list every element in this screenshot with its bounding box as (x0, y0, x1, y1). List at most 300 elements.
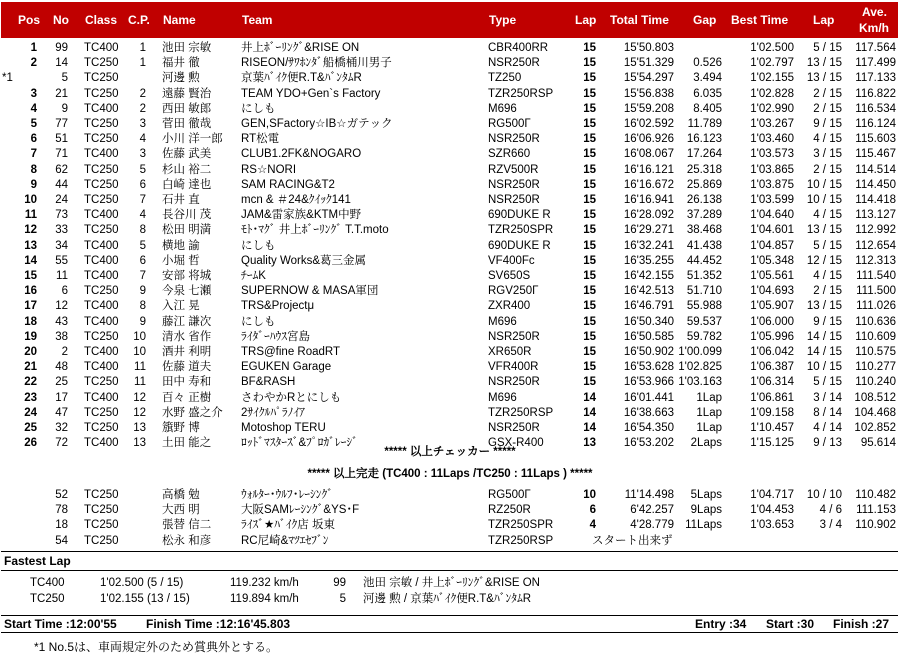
cell-type: M696 (488, 102, 517, 115)
cell-gap: 8.405 (693, 102, 722, 115)
cell-total: 16'50.585 (623, 330, 674, 343)
cell-team: にしも (241, 239, 276, 252)
cell-type: TZR250RSP (488, 87, 554, 100)
cell-no: 52 (55, 489, 68, 501)
cell-team: ﾗｲﾀﾞｰﾊｳｽ宮島 (241, 330, 310, 343)
cell-best: 1'04.857 (750, 239, 794, 252)
fastest-time: 1'02.500 (5 / 15) (100, 577, 184, 589)
cell-no: 12 (55, 300, 68, 313)
cell-best: 1'06.000 (750, 315, 794, 328)
cell-ave: 115.467 (855, 148, 896, 161)
fastest-speed: 119.894 km/h (230, 593, 299, 605)
cell-no: 6 (61, 285, 68, 298)
cell-name: 張替 信二 (162, 519, 212, 532)
cell-name: 酒井 利明 (162, 346, 212, 358)
cell-blap: 13 / 15 (806, 72, 842, 85)
cell-ave: 111.540 (856, 270, 896, 282)
cell-ave: 116.124 (855, 118, 896, 130)
cell-name: 今泉 七瀬 (162, 285, 212, 298)
cell-total: 16'53.966 (623, 376, 674, 389)
cell-team: 井上ﾎﾞｰﾘﾝｸﾞ&RISE ON (241, 42, 360, 54)
col-name: Name (163, 13, 196, 27)
fastest-no: 5 (339, 593, 346, 605)
result-row (0, 330, 900, 345)
cell-team: RC尼崎&ﾏﾂｴｾﾌﾞﾝ (241, 534, 329, 547)
cell-no: 44 (55, 178, 68, 191)
cell-blap: 2 / 15 (813, 102, 842, 115)
cell-gap: 25.869 (686, 178, 722, 191)
result-row (0, 132, 900, 147)
cell-total: 16'50.340 (623, 315, 674, 328)
cell-gap: 5Laps (690, 489, 722, 501)
cell-gap: 11.789 (687, 118, 722, 130)
cell-cp: 9 (139, 285, 146, 298)
cell-ave: 110.277 (855, 361, 896, 374)
cell-pos: 9 (30, 178, 37, 191)
cell-gap: 6.035 (693, 87, 722, 100)
fastest-who: 河邊 勲 / 京葉ﾊﾞｲｸ便R.T&ﾊﾞﾝﾀﾑR (363, 593, 532, 605)
fastest-lap-row (0, 592, 900, 607)
cell-ave: 110.902 (855, 519, 896, 532)
cell-type: 690DUKE R (488, 209, 551, 222)
cell-total: 16'01.441 (623, 391, 674, 404)
cell-name: 高橋 勉 (162, 489, 200, 501)
col-kmh: Km/h (859, 21, 889, 35)
cell-lap: 15 (583, 209, 596, 222)
cell-team: BF&RASH (241, 376, 296, 389)
checker-label: ***** 以上チェッカー ***** (384, 446, 516, 458)
col-ave: Ave. (862, 5, 887, 19)
cell-name: 白崎 達也 (162, 178, 212, 191)
cell-best: 1'05.348 (750, 254, 794, 267)
cell-blap: 5 / 15 (813, 239, 842, 252)
cell-pos: 25 (24, 422, 37, 434)
result-row (0, 193, 900, 208)
cell-ave: 112.992 (855, 224, 896, 237)
cell-team: EGUKEN Garage (241, 361, 332, 374)
cell-gap: 1'02.825 (678, 361, 722, 374)
cell-total: 16'38.663 (623, 406, 674, 419)
col-total-time: Total Time (610, 13, 669, 27)
cell-total: 16'54.350 (623, 422, 674, 434)
cell-cls: TC400 (84, 148, 119, 161)
cell-cls: TC400 (84, 270, 119, 282)
cell-best: 1'02.990 (750, 102, 794, 115)
cell-gap: 44.452 (686, 254, 722, 267)
cell-lap: 15 (583, 148, 596, 161)
cell-team: ﾛｯﾄﾞﾏｽﾀｰｽﾞ&ﾌﾟﾛｶﾞﾚｰｼﾞ (241, 437, 358, 450)
divider (1, 570, 898, 571)
cell-blap: 9 / 15 (813, 118, 842, 130)
cell-cp: 12 (133, 391, 146, 404)
cell-no: 2 (61, 346, 68, 358)
cell-cls: TC250 (84, 224, 119, 237)
cell-cls: TC250 (84, 178, 119, 191)
cell-gap: 3.494 (693, 72, 722, 85)
cell-type: CBR400RR (488, 42, 549, 54)
cell-pos: 22 (24, 376, 37, 389)
cell-name: 入江 晃 (162, 300, 200, 313)
cell-type: 690DUKE R (488, 239, 551, 252)
cell-cls: TC250 (84, 163, 119, 176)
cell-gap: 17.264 (686, 148, 722, 161)
cell-cls: TC250 (84, 330, 119, 343)
col-team: Team (242, 13, 273, 27)
cell-name: 土田 能之 (162, 437, 212, 450)
cell-no: 25 (55, 376, 68, 389)
cell-no: 73 (55, 209, 68, 222)
cell-type: NSR250R (488, 57, 540, 70)
cell-team: JAM&雷家族&KTM中野 (241, 209, 362, 222)
cell-blap: 3 / 4 (819, 519, 842, 532)
cell-lap: 15 (583, 118, 596, 130)
cell-lap: 15 (583, 224, 596, 237)
cell-cls: TC400 (84, 239, 119, 252)
cell-gap: 1'03.163 (678, 376, 722, 389)
cell-best: 1'03.865 (750, 163, 794, 176)
cell-gap: 0.526 (693, 57, 722, 70)
cell-team: ﾗｲｽﾞ★ﾊﾞｲｸ店 坂東 (241, 519, 336, 532)
cell-best: 1'05.561 (750, 270, 794, 282)
cell-blap: 4 / 15 (813, 270, 842, 282)
cell-cls: TC400 (84, 361, 119, 374)
finish-time: Finish Time :12:16'45.803 (146, 617, 291, 631)
cell-best: 1'03.267 (750, 118, 794, 130)
cell-no: 14 (55, 57, 68, 70)
cell-pos: 24 (24, 406, 37, 419)
cell-gap: 1Lap (696, 422, 722, 434)
cell-lap: 15 (583, 178, 596, 191)
cell-no: 78 (55, 504, 68, 517)
col-best-time: Best Time (731, 13, 789, 27)
fastest-cls: TC250 (30, 593, 65, 605)
result-row (0, 239, 900, 254)
cell-cp: 8 (139, 300, 146, 313)
cell-cp: 10 (133, 346, 146, 358)
cell-total: 16'35.255 (623, 254, 674, 267)
cell-team: TRS@fine RoadRT (241, 346, 341, 358)
cell-cp: 2 (139, 102, 146, 115)
cell-cls: TC250 (84, 406, 119, 419)
cell-pos: 12 (24, 224, 37, 237)
cell-gap: 9Laps (690, 504, 722, 517)
cell-team: TRS&Projectμ (241, 300, 315, 313)
finish-count: Finish :27 (833, 617, 890, 631)
cell-blap: 10 / 10 (806, 489, 842, 501)
result-row (0, 71, 900, 86)
non-finisher-row (0, 534, 900, 549)
cell-no: 9 (61, 102, 68, 115)
cell-total: 16'16.121 (623, 163, 674, 176)
cell-gap: 55.988 (686, 300, 722, 313)
cell-lap: 15 (583, 330, 596, 343)
cell-pos: 26 (24, 437, 37, 450)
cell-ave: 116.822 (855, 87, 896, 100)
cell-type: GSX-R400 (488, 437, 544, 450)
result-row (0, 147, 900, 162)
cell-cp: 3 (139, 118, 146, 130)
cell-best: 1'03.653 (750, 519, 794, 532)
cell-team: SAM RACING&T2 (241, 178, 335, 191)
cell-pos: 19 (24, 330, 37, 343)
cell-lap: 15 (583, 133, 596, 146)
cell-cls: TC250 (84, 87, 119, 100)
cell-best: 1'05.996 (750, 330, 794, 343)
cell-cls: TC250 (84, 519, 119, 532)
col-gap: Gap (693, 13, 717, 27)
cell-cp: 3 (139, 148, 146, 161)
fastest-lap-row (0, 576, 900, 591)
cell-cp: 4 (139, 133, 146, 146)
cell-name: 水野 盛之介 (162, 406, 223, 419)
cell-best: 1'06.314 (750, 376, 794, 389)
result-row (0, 41, 900, 56)
col-lap: Lap (575, 13, 597, 27)
cell-blap: 4 / 14 (813, 422, 842, 434)
col-cp: C.P. (128, 13, 150, 27)
cell-no: 62 (55, 163, 68, 176)
result-row (0, 87, 900, 102)
cell-name: 大西 明 (162, 504, 200, 517)
cell-cls: TC250 (84, 194, 119, 206)
cell-total: 16'42.513 (623, 285, 674, 298)
cell-no: 18 (55, 519, 68, 532)
cell-pos: 6 (30, 133, 37, 146)
cell-cp: 5 (139, 163, 146, 176)
fastest-time: 1'02.155 (13 / 15) (100, 593, 190, 605)
cell-best: 1'04.640 (750, 209, 794, 222)
cell-gap: 59.537 (686, 315, 722, 328)
cell-cls: TC250 (84, 133, 119, 146)
cell-type: TZ250 (488, 72, 522, 85)
cell-no: 32 (55, 422, 68, 434)
cell-name: 清水 省作 (162, 330, 212, 343)
cell-total: 16'08.067 (623, 148, 674, 161)
start-count: Start :30 (766, 617, 815, 631)
cell-name: 藤江 謙次 (162, 315, 212, 328)
cell-pos: 18 (24, 315, 37, 328)
cell-type: XR650R (488, 346, 532, 358)
cell-ave: 110.636 (855, 315, 896, 328)
cell-pos: 1 (30, 42, 37, 54)
result-row (0, 223, 900, 238)
result-row (0, 163, 900, 178)
cell-ave: 117.133 (855, 72, 896, 85)
result-row (0, 102, 900, 117)
cell-total: 16'16.672 (623, 178, 674, 191)
cell-total: 16'50.902 (623, 346, 674, 358)
cell-team: さわやかRとにしも (241, 391, 342, 404)
cell-name: 松永 和彦 (162, 534, 212, 547)
cell-blap: 14 / 15 (806, 330, 842, 343)
result-row (0, 345, 900, 360)
cell-cls: TC400 (84, 254, 119, 267)
cell-gap: 38.468 (686, 224, 722, 237)
cell-ave: 116.534 (855, 102, 896, 115)
cell-pos: 16 (24, 285, 37, 298)
result-row (0, 299, 900, 314)
cell-lap: 14 (583, 391, 596, 404)
divider (1, 615, 898, 616)
cell-ave: 112.654 (855, 239, 896, 252)
cell-cp: 1 (139, 57, 146, 70)
cell-no: 11 (56, 270, 68, 282)
cell-blap: 3 / 14 (813, 391, 842, 404)
cell-gap: 25.318 (686, 163, 722, 176)
cell-team: CLUB1.2FK&NOGARO (241, 148, 362, 161)
cell-total: 16'06.926 (623, 133, 674, 146)
footnote: *1 No.5は、車両規定外のため賞典外とする。 (34, 640, 279, 654)
cell-type: NSR250R (488, 133, 540, 146)
cell-pos: 4 (30, 102, 37, 115)
cell-type: M696 (488, 391, 517, 404)
summary-footer (0, 617, 900, 632)
cell-pos: 13 (24, 239, 37, 252)
cell-team: 2ｻｲｸﾙﾊﾟﾗﾉｲｱ (241, 406, 305, 419)
fastest-cls: TC400 (30, 577, 65, 589)
cell-total: 16'16.941 (623, 194, 674, 206)
cell-total: 16'42.155 (623, 270, 674, 282)
cell-name: 西田 敏郎 (162, 102, 212, 115)
cell-best: 1'10.457 (750, 422, 794, 434)
cell-total: 15'59.208 (623, 102, 674, 115)
cell-blap: 4 / 15 (813, 209, 842, 222)
cell-gap: 1Lap (696, 391, 722, 404)
cell-no: 48 (55, 361, 68, 374)
cell-blap: 14 / 15 (806, 346, 842, 358)
cell-team: RT松電 (241, 133, 280, 146)
cell-pos: 14 (24, 254, 37, 267)
cell-mark: *1 (2, 72, 13, 85)
cell-type: TZR250RSP (488, 406, 554, 419)
cell-no: 17 (55, 391, 68, 404)
cell-best: 1'02.797 (750, 57, 794, 70)
cell-team: ﾁｰﾑK (241, 270, 266, 282)
cell-cls: TC250 (84, 118, 119, 130)
cell-lap: 15 (583, 270, 596, 282)
cell-name: 佐藤 道夫 (162, 361, 212, 374)
cell-cp: 10 (133, 330, 146, 343)
cell-blap: 5 / 15 (813, 376, 842, 389)
cell-type: VFR400R (488, 361, 539, 374)
cell-team: 京葉ﾊﾞｲｸ便R.T&ﾊﾞﾝﾀﾑR (241, 72, 362, 85)
cell-cp: 2 (139, 87, 146, 100)
cell-ave: 117.499 (855, 57, 896, 70)
cell-blap: 9 / 13 (813, 437, 842, 450)
fastest-no: 99 (333, 577, 346, 589)
cell-type: NSR250R (488, 194, 540, 206)
cell-cls: TC250 (84, 376, 119, 389)
result-row (0, 56, 900, 71)
cell-blap: 13 / 15 (806, 57, 842, 70)
cell-name: 籏野 博 (162, 422, 200, 434)
cell-ave: 114.450 (855, 178, 896, 191)
cell-best: 1'04.717 (750, 489, 794, 501)
cell-cls: TC400 (84, 391, 119, 404)
result-row (0, 360, 900, 375)
cell-cp: 5 (139, 239, 146, 252)
cell-cls: TC400 (84, 209, 119, 222)
cell-ave: 114.514 (855, 163, 896, 176)
cell-total: 15'56.838 (623, 87, 674, 100)
divider (1, 551, 898, 552)
start-time: Start Time :12:00'55 (4, 617, 117, 631)
cell-gap: 2Laps (690, 437, 722, 450)
cell-total: 16'53.202 (623, 437, 674, 450)
cell-lap: 15 (583, 239, 596, 252)
cell-cp: 11 (134, 361, 146, 374)
table-header (1, 2, 898, 38)
cell-blap: 2 / 15 (813, 163, 842, 176)
result-row (0, 375, 900, 390)
cell-gap: 1Lap (696, 406, 722, 419)
cell-cls: TC250 (84, 504, 119, 517)
cell-best: 1'06.042 (750, 346, 794, 358)
col-class: Class (85, 13, 118, 27)
cell-name: 福井 徹 (162, 57, 200, 70)
cell-blap: 4 / 6 (819, 504, 842, 517)
result-row (0, 391, 900, 406)
cell-ave: 112.313 (855, 254, 896, 267)
cell-cls: TC250 (84, 422, 119, 434)
cell-pos: 23 (24, 391, 37, 404)
cell-total: 15'54.297 (623, 72, 674, 85)
cell-lap: 13 (583, 437, 596, 450)
cell-lap: 15 (583, 376, 596, 389)
cell-total: 16'29.271 (623, 224, 674, 237)
cell-no: 38 (55, 330, 68, 343)
cell-no: 72 (55, 437, 68, 450)
cell-best: 1'09.158 (750, 406, 794, 419)
cell-lap: 15 (583, 361, 596, 374)
cell-blap: 5 / 15 (813, 42, 842, 54)
cell-best: 1'02.155 (750, 72, 794, 85)
cell-lap: 15 (583, 346, 596, 358)
col-pos: Pos (18, 13, 41, 27)
cell-team: RS☆NORI (241, 163, 297, 176)
cell-best: 1'06.387 (750, 361, 794, 374)
cell-gap: 26.138 (686, 194, 722, 206)
cell-cls: TC250 (84, 285, 119, 298)
cell-type: RG500Γ (488, 489, 531, 501)
cell-cls: TC400 (84, 102, 119, 115)
cell-pos: 21 (24, 361, 37, 374)
cell-gap: 59.782 (686, 330, 722, 343)
cell-no: 54 (55, 534, 68, 547)
cell-team: ﾓﾄ･ﾏｸﾞ 井上ﾎﾞｰﾘﾝｸﾞ T.T.moto (241, 224, 389, 237)
cell-type: TZR250RSP (488, 534, 554, 547)
cell-ave: 102.852 (854, 422, 896, 434)
cell-type: RGV250Γ (488, 285, 539, 298)
col-best-lap: Lap (813, 13, 835, 27)
cell-cls: TC400 (84, 300, 119, 313)
cell-cp: 4 (139, 209, 146, 222)
cell-total: 11'14.498 (624, 489, 674, 501)
cell-type: ZXR400 (488, 300, 531, 313)
cell-blap: 9 / 15 (813, 315, 842, 328)
cell-pos: 7 (30, 148, 37, 161)
cell-cp: 1 (139, 42, 146, 54)
cell-best: 1'04.693 (750, 285, 794, 298)
result-row (0, 117, 900, 132)
cell-team: ｳｫﾙﾀｰ･ｳﾙﾌ･ﾚｰｼﾝｸﾞ (241, 489, 333, 501)
cell-name: 遠藤 賢治 (162, 87, 212, 100)
cell-type: SV650S (488, 270, 531, 282)
col-no: No (53, 13, 69, 27)
cell-lap: 15 (583, 285, 596, 298)
finish-label: ***** 以上完走 (TC400 : 11Laps /TC250 : 11Laps ) ***** (307, 468, 593, 480)
cell-team: TEAM YDO+Gen`s Factory (241, 87, 381, 100)
